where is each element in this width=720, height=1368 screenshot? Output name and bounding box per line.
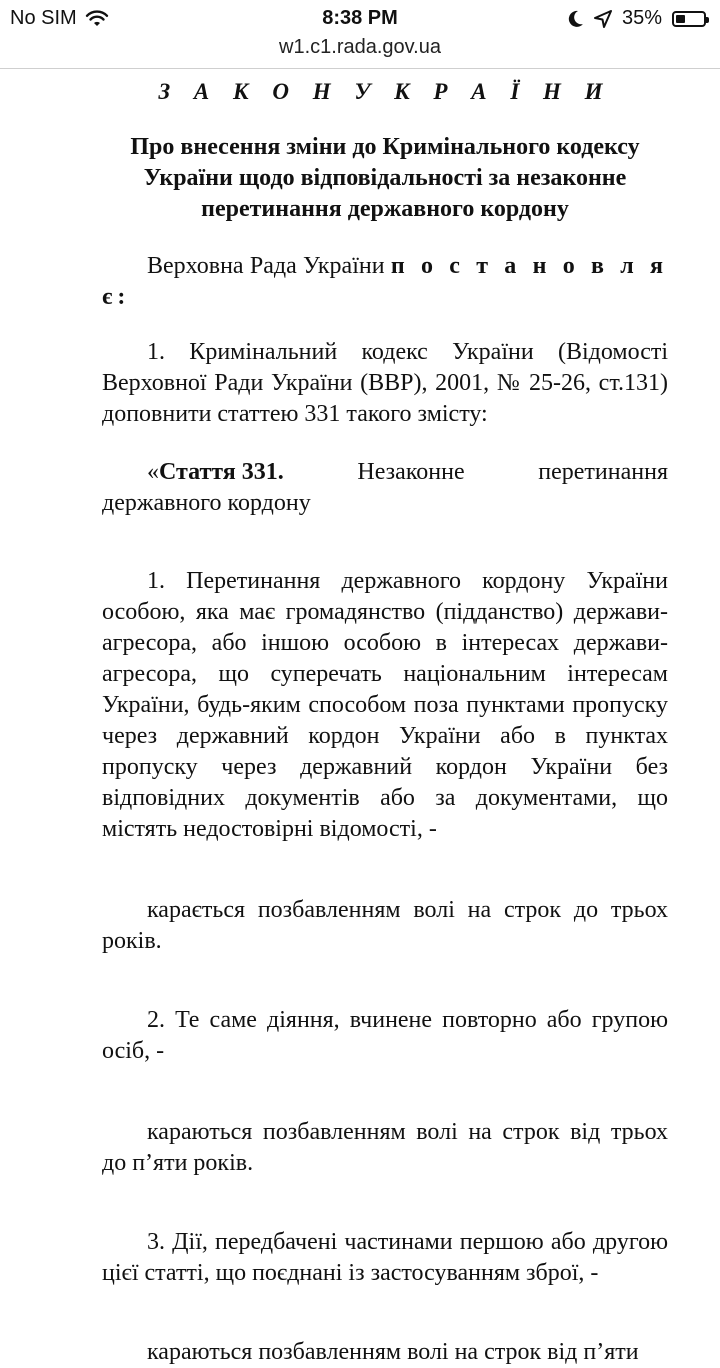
carrier-label: No SIM: [10, 7, 77, 29]
law-heading: [102, 132, 668, 225]
penalty-1: карається позбавленням волі на строк до трьох років.: [102, 897, 668, 954]
article-quote: «: [147, 459, 159, 485]
law-document: [102, 68, 668, 1368]
address-bar[interactable]: [0, 34, 720, 69]
url-text: w1.c1.rada.gov.ua: [279, 36, 441, 58]
article-part-3: 3. Дії, передбачені частинами першою або другою цієї статті, що поєднані із застосуванням зброї, -: [102, 1229, 668, 1286]
penalty-2: караються позбавленням волі на строк від трьох до п’яти років.: [102, 1119, 668, 1176]
location-arrow-icon: [594, 10, 612, 28]
clause-1: 1. Кримінальний кодекс України (Відомості Верховної Ради України (ВВР), 2001, № 25-26, ст.131) доповнити статтею 331 такого змісту:: [102, 339, 668, 427]
intro-text: Верховна Рада України: [147, 253, 391, 279]
article-label: Стаття 331.: [159, 459, 284, 485]
moon-icon: [568, 10, 584, 28]
heading-line: Про внесення зміни до Кримінального кодексу: [130, 134, 640, 160]
article-name-word: перетинання: [538, 459, 668, 485]
intro-paragraph: [102, 251, 668, 313]
status-right: [568, 7, 706, 30]
article-heading: [102, 457, 668, 519]
article-name-line: державного кордону: [102, 490, 311, 516]
heading-line: перетинання державного кордону: [201, 196, 569, 222]
penalty-3: караються позбавленням волі на строк від п’яти: [147, 1339, 639, 1365]
article-name-word: Незаконне: [357, 459, 465, 485]
status-bar: [0, 0, 720, 36]
article-part-2: 2. Те саме діяння, вчинене повторно або групою осіб, -: [102, 1007, 668, 1064]
clock: 8:38 PM: [322, 7, 398, 29]
battery-icon: [672, 11, 706, 27]
battery-percent: 35%: [621, 7, 662, 29]
article-part-1: 1. Перетинання державного кордону України особою, яка має громадянство (підданство) держави-агресора, або іншою особою в інтересах держави-агресора, що суперечать національним інтересам України, будь-яким способом поза пунктами пропуску через державний кордон України або в пунктах пропуску через державний кордон України без відповідних документів або за документами, що містять недостовірні відомості, -: [102, 568, 668, 842]
heading-line: України щодо відповідальності за незаконне: [143, 165, 627, 191]
intro-emphasis: п о с т а н о в л я є:: [102, 253, 668, 310]
law-title: З А К О Н У К Р А Ї Н И: [158, 79, 612, 104]
